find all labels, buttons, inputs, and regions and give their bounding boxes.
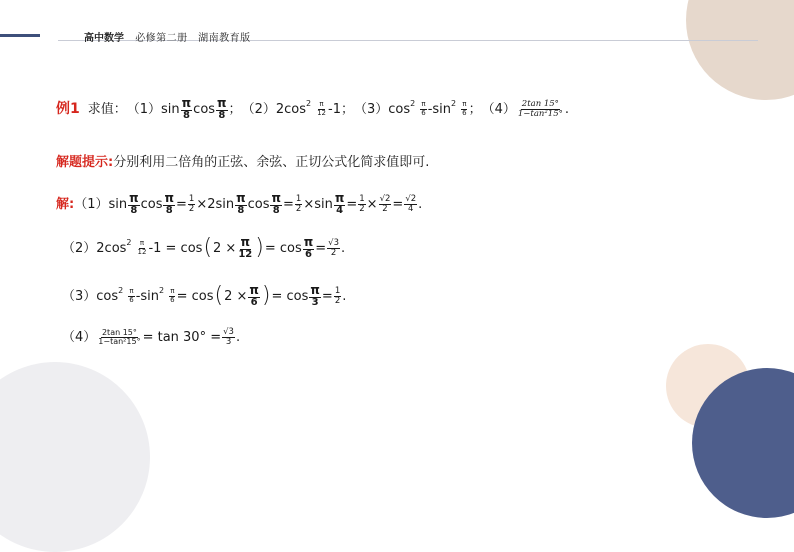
minus-sin: -sin — [427, 101, 452, 117]
period: . — [340, 240, 346, 256]
times: × — [366, 196, 378, 212]
two-times: 2 × — [224, 288, 248, 304]
cos-text: cos — [140, 196, 163, 212]
square-sup: 2 — [451, 99, 457, 109]
fraction-root3-3: $\frac{√3}{3}$ — [223, 327, 234, 347]
cos-text: cos — [193, 101, 216, 117]
left-paren: ( — [214, 283, 224, 309]
example-part2: （2）2cos — [241, 101, 306, 117]
minus-sin: -sin — [135, 288, 160, 304]
s2-lead: （2）2cos — [62, 240, 127, 256]
semicolon: ； — [228, 101, 242, 117]
fraction-tan: $\frac{2\tan 15^\circ}{\text{1−tan²15°}}$ — [98, 327, 141, 346]
fraction-pi-12-small: $\frac{\pi}{12}$ — [137, 239, 147, 256]
fraction-pi-3: $\frac{\pi}{3}$ — [310, 283, 320, 308]
fraction-root3-2: $\frac{√3}{2}$ — [328, 237, 339, 258]
square-sup: 2 — [305, 99, 312, 109]
fraction-pi-8: $\frac{\pi}{8}$ — [217, 96, 227, 121]
s3-lead: （3）cos — [62, 288, 119, 304]
equals: = — [315, 240, 327, 256]
s4-lead: （4） — [62, 329, 97, 345]
hint-label: 解题提示: — [56, 155, 114, 170]
two-times: 2 × — [213, 240, 237, 256]
example-part1: （1）sin — [126, 101, 180, 117]
right-paren: ) — [261, 283, 271, 309]
fraction-pi-6-small: $\frac{\pi}{6}$ — [170, 287, 175, 304]
fraction-1-2: $\frac{1}{2}$ — [295, 193, 302, 214]
hint-line — [56, 156, 429, 169]
eq-cos: = cos — [271, 288, 309, 304]
solution-line-2 — [62, 236, 345, 260]
equals: = — [321, 288, 333, 304]
solution-line-1 — [56, 192, 422, 216]
fraction-pi-6: $\frac{\pi}{6}$ — [249, 283, 259, 308]
fraction-1-2: $\frac{1}{2}$ — [359, 193, 365, 214]
minus-one: -1 — [328, 101, 341, 117]
solution-line-3 — [62, 284, 346, 308]
fraction-pi-8: $\frac{\pi}{8}$ — [129, 191, 139, 216]
period: . — [342, 288, 347, 304]
period: . — [564, 101, 569, 117]
fraction-1-2: $\frac{1}{2}$ — [188, 193, 195, 214]
fraction-pi-6: $\frac{\pi}{6}$ — [462, 100, 467, 117]
fraction-tan: $\frac{2\tan 15^\circ}{\text{1−tan²15°}}$ — [517, 98, 563, 119]
equals: = — [346, 196, 358, 212]
header-subject: 高中数学 — [84, 33, 124, 44]
decor-circle-top-right — [686, 0, 794, 100]
fraction-root2-4: $\frac{√2}{4}$ — [405, 193, 417, 214]
example-label: 例1 — [56, 101, 80, 118]
equals: = — [392, 196, 404, 212]
right-paren: ) — [255, 235, 264, 261]
example-line — [56, 97, 569, 121]
square-sup: 2 — [126, 238, 132, 248]
period: . — [235, 329, 241, 345]
fraction-root2-2: $\frac{√2}{2}$ — [379, 193, 391, 214]
decor-circle-bottom-left — [0, 362, 150, 552]
fraction-pi-8: $\frac{\pi}{8}$ — [236, 191, 246, 216]
fraction-1-2: $\frac{1}{2}$ — [334, 285, 341, 306]
s1-lead: （1）sin — [74, 196, 128, 212]
hint-text: 分别利用二倍角的正弦、余弦、正切公式化简求值即可. — [113, 155, 430, 170]
header-title — [84, 29, 251, 44]
fraction-pi-8: $\frac{\pi}{8}$ — [181, 96, 192, 121]
period: . — [418, 196, 423, 212]
example-part3: （3）cos — [353, 101, 411, 117]
fraction-pi-12: $\frac{\pi}{12}$ — [238, 235, 253, 260]
minus-one-eq-cos: -1 = cos — [148, 240, 203, 256]
cos-text: cos — [247, 196, 270, 212]
fraction-pi-6: $\frac{\pi}{6}$ — [303, 235, 314, 260]
eq-tan30: = tan 30° = — [142, 329, 222, 345]
semicolon: ； — [340, 101, 354, 117]
fraction-pi-6-small: $\frac{\pi}{6}$ — [129, 287, 134, 304]
left-paren: ( — [203, 235, 213, 261]
eq-cos: = cos — [264, 240, 302, 256]
header-book: 必修第二册 湖南教育版 — [135, 33, 251, 44]
fraction-pi-8: $\frac{\pi}{8}$ — [271, 191, 281, 216]
fraction-pi-4: $\frac{\pi}{4}$ — [334, 191, 345, 216]
solution-label: 解: — [56, 196, 75, 212]
square-sup: 2 — [159, 286, 165, 296]
example-prompt: 求值： — [87, 101, 127, 117]
example-part4: （4） — [481, 101, 516, 117]
times: × — [303, 196, 315, 212]
sin-text: sin — [314, 196, 333, 212]
eq-cos: = cos — [176, 288, 214, 304]
semicolon: ； — [468, 101, 482, 117]
fraction-pi-6: $\frac{\pi}{6}$ — [421, 100, 426, 117]
header-accent-bar — [0, 34, 40, 37]
equals: = — [282, 196, 294, 212]
fraction-pi-8: $\frac{\pi}{8}$ — [164, 191, 174, 216]
solution-line-4 — [62, 328, 240, 347]
square-sup: 2 — [118, 286, 124, 296]
times-2sin: ×2sin — [196, 196, 235, 212]
fraction-pi-12: $\frac{\pi}{12}$ — [317, 100, 326, 117]
square-sup: 2 — [410, 99, 416, 109]
equals: = — [175, 196, 187, 212]
